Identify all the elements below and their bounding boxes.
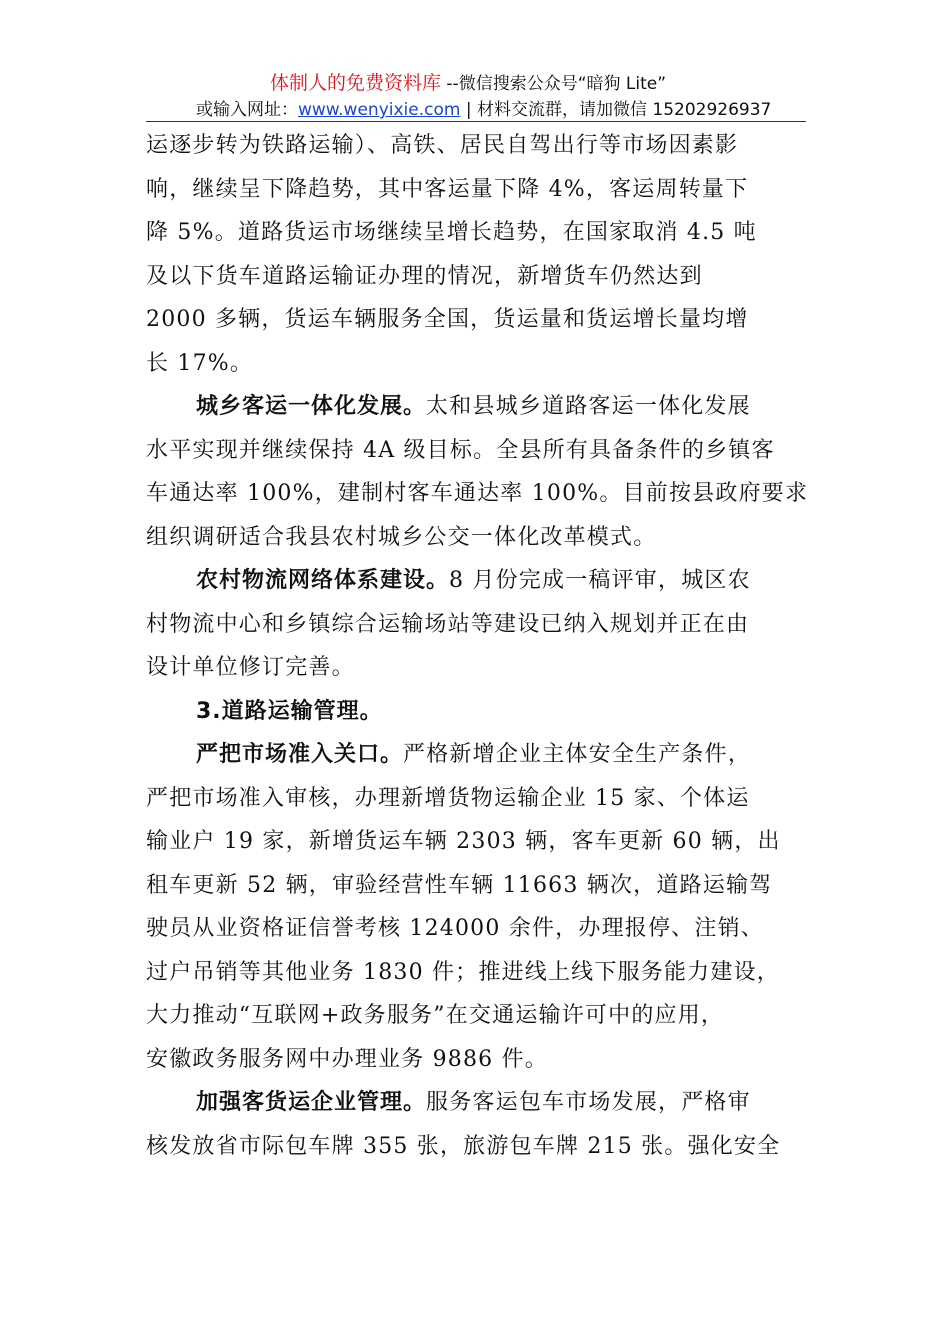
text-line: 输业户 19 家，新增货运车辆 2303 辆，客车更新 60 辆，出 <box>146 829 781 854</box>
text-line: 大力推动“互联网+政务服务”在交通运输许可中的应用， <box>146 1003 725 1028</box>
header-divider <box>146 121 806 122</box>
brand-name: 体制人的免费资料库 <box>270 72 442 94</box>
text-line: 过户吊销等其他业务 1830 件；推进线上线下服务能力建设， <box>146 959 780 985</box>
paragraph-market-access <box>146 733 808 1081</box>
url-prefix: 或输入网址： <box>196 100 298 120</box>
text-line: 加强客货运企业管理。服务客运包车市场发展，严格审 <box>196 1090 751 1115</box>
contact-text: | 材料交流群，请加微信 15202926937 <box>460 100 772 120</box>
paragraph-passenger-freight <box>146 124 808 385</box>
paragraph-heading: 农村物流网络体系建设。 <box>196 568 450 593</box>
paragraph-heading: 严把市场准入关口。 <box>196 742 404 767</box>
text-line: 长 17%。 <box>146 350 254 376</box>
header-contact-line <box>196 95 771 120</box>
text-line: 2000 多辆，货运车辆服务全国，货运量和货运增长量均增 <box>146 307 749 332</box>
text-line: 降 5%。道路货运市场继续呈增长趋势，在国家取消 4.5 吨 <box>146 220 757 245</box>
text-line: 村物流中心和乡镇综合运输场站等建设已纳入规划并正在由 <box>146 611 750 637</box>
paragraph-heading: 加强客货运企业管理。 <box>196 1090 427 1115</box>
text-line: 运逐步转为铁路运输）、高铁、居民自驾出行等市场因素影 <box>146 133 739 158</box>
text-line: 安徽政务服务网中办理业务 9886 件。 <box>146 1046 548 1072</box>
text-line: 车通达率 100%，建制村客车通达率 100%。目前按县政府要求 <box>146 481 809 506</box>
text-line: 严把市场准入审核，办理新增货物运输企业 15 家、个体运 <box>146 785 750 811</box>
text-line: 水平实现并继续保持 4A 级目标。全县所有具备条件的乡镇客 <box>146 437 775 463</box>
section-heading: 3.道路运输管理。 <box>196 698 383 724</box>
paragraph-enterprise-management <box>146 1081 808 1168</box>
section-title <box>146 690 808 734</box>
text-line: 响，继续呈下降趋势，其中客运量下降 4%，客运周转量下 <box>146 176 749 202</box>
text-line: 驶员从业资格证信誉考核 124000 余件，办理报停、注销、 <box>146 916 764 941</box>
text-line: 农村物流网络体系建设。8 月份完成一稿评审，城区农 <box>196 568 751 593</box>
paragraph-heading: 城乡客运一体化发展。 <box>196 394 427 419</box>
text-line: 城乡客运一体化发展。太和县城乡道路客运一体化发展 <box>196 394 751 419</box>
text-line: 核发放省市际包车牌 355 张，旅游包车牌 215 张。强化安全 <box>146 1133 781 1159</box>
text-line: 组织调研适合我县农村城乡公交一体化改革模式。 <box>146 524 657 550</box>
text-line: 严把市场准入关口。严格新增企业主体安全生产条件， <box>196 742 752 767</box>
document-body <box>146 124 808 1168</box>
header-tagline: --微信搜索公众号“暗狗 Lite” <box>441 74 667 94</box>
text-line: 租车更新 52 辆，审验经营性车辆 11663 辆次，道路运输驾 <box>146 872 773 898</box>
paragraph-rural-logistics <box>146 559 808 690</box>
header-title-line <box>270 68 666 95</box>
paragraph-urban-rural-transport <box>146 385 808 559</box>
text-line: 及以下货车道路运输证办理的情况，新增货车仍然达到 <box>146 263 703 289</box>
website-link[interactable]: www.wenyixie.com <box>298 100 461 120</box>
text-line: 设计单位修订完善。 <box>146 655 355 680</box>
